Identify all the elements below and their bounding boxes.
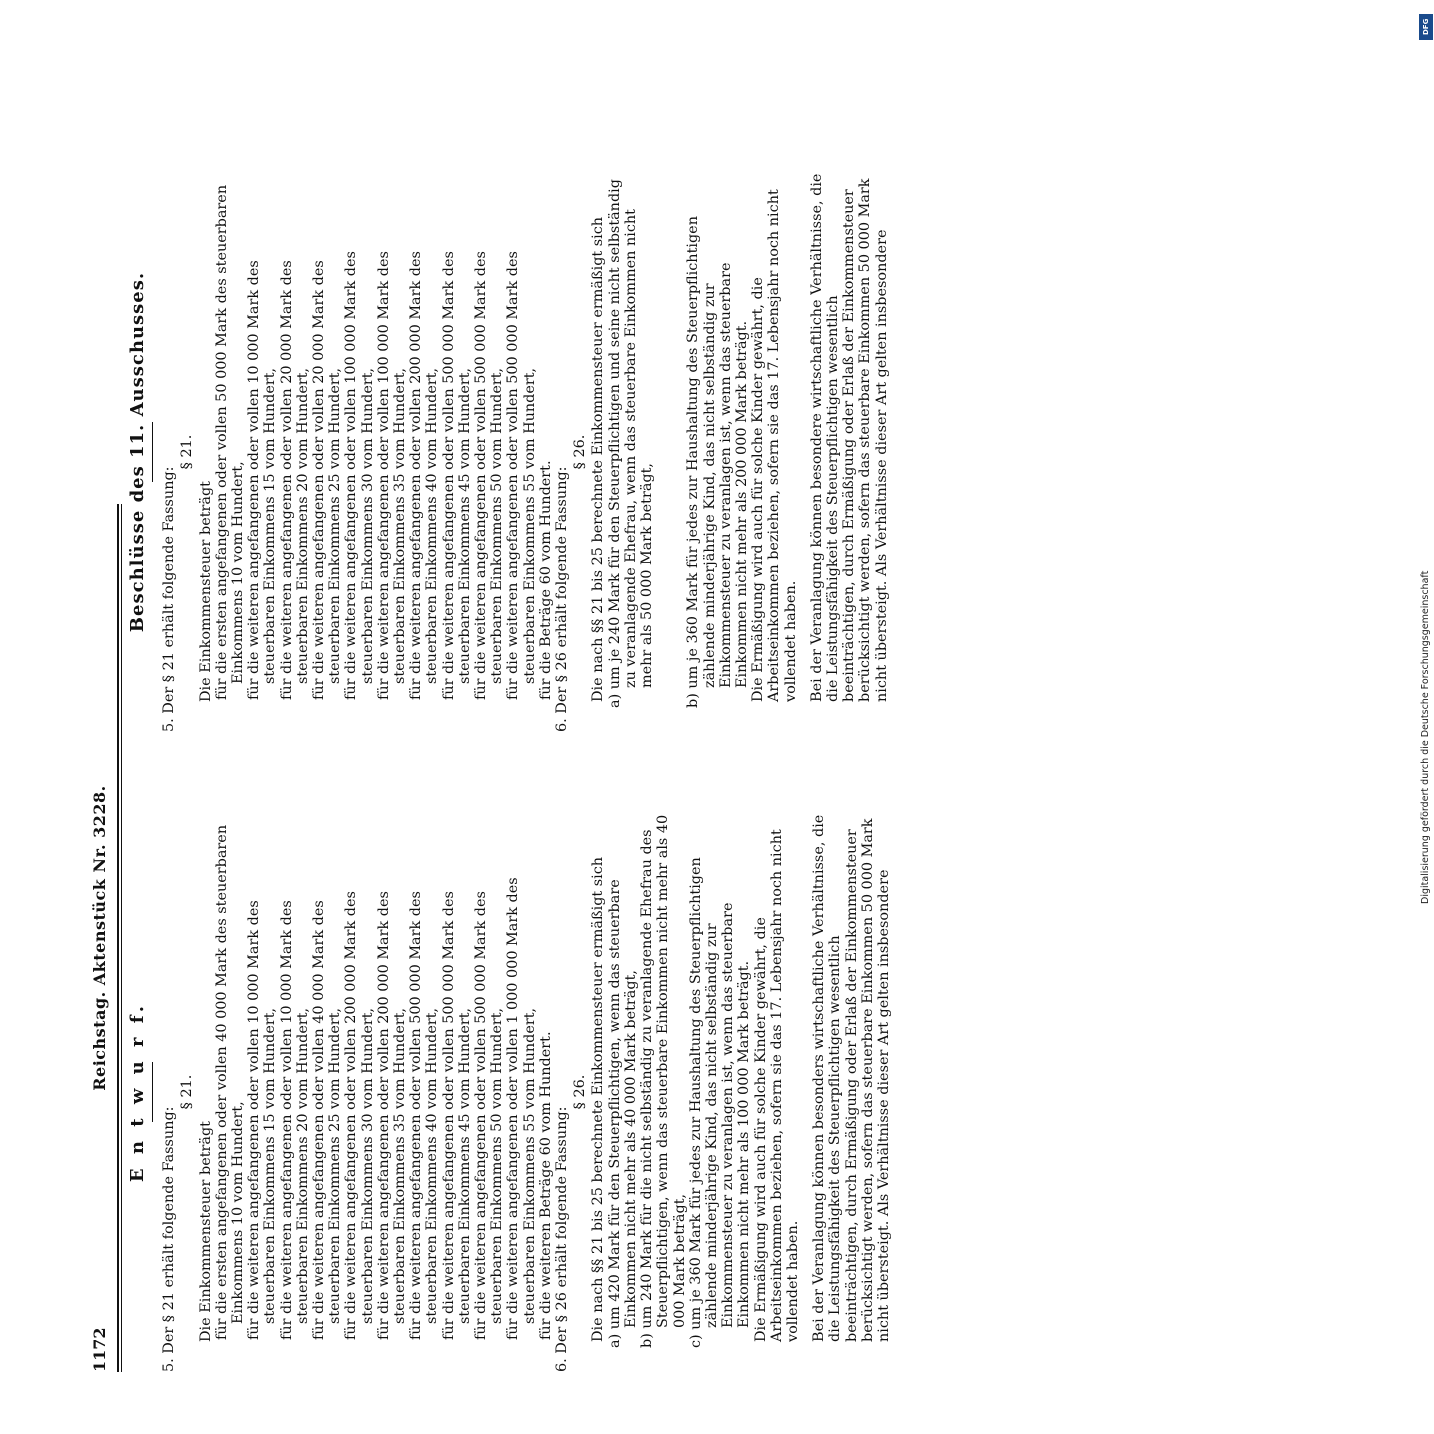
- lead-26: Die nach §§ 21 bis 25 berechnete Einkommensteuer ermäßigt sich: [590, 856, 607, 1342]
- item-6: 6. Der § 26 erhält folgende Fassung:: [554, 466, 571, 732]
- running-head: Reichstag. Aktenstück Nr. 3228.: [90, 785, 109, 1091]
- tier-2: für die weiteren angefangenen oder vollen 10 000 Mark des steuerbaren Einkommens 15 vom Hundert,: [246, 900, 279, 1340]
- column-title-draft: E n t w u r f.: [127, 1001, 148, 1183]
- item-5: 5. Der § 21 erhält folgende Fassung:: [161, 466, 178, 732]
- item-6: 6. Der § 26 erhält folgende Fassung:: [554, 1106, 571, 1372]
- document-page: [90, 173, 1342, 1372]
- clause-a: a) um 420 Mark für den Steuerpflichtigen, wenn das steuerbare Einkommen nicht mehr als 40 000 Mark beträgt,: [606, 879, 639, 1348]
- lead-21: Die Einkommensteuer beträgt: [197, 1121, 214, 1342]
- tier-3: für die weiteren angefangenen oder vollen 20 000 Mark des steuerbaren Einkommens 20 vom Hundert,: [278, 260, 311, 700]
- clause-b: b) um 240 Mark für die nicht selbständig zu veranlagende Ehefrau des Steuerpflichtigen, wenn das steuerbare Einkommen nicht mehr als 40 000 Mark beträgt,: [639, 814, 688, 1348]
- column-committee: [127, 172, 890, 732]
- clause-b: b) um je 360 Mark für jedes zur Haushaltung des Steuerpflichtigen zählende minderjährige Kind, das nicht selbständig zur Einkommensteuer zu veranlagen ist, wenn das steuerbare Einkommen nicht mehr als 200 000 Mark beträgt.: [685, 216, 750, 708]
- tier-2: für die weiteren angefangenen oder vollen 10 000 Mark des steuerbaren Einkommens 15 vom Hundert,: [246, 260, 279, 700]
- title-rule: [152, 422, 153, 482]
- page-header: [92, 504, 114, 1372]
- tier-1: für die ersten angefangenen oder vollen 50 000 Mark des steuerbaren Einkommens 10 vom Hundert,: [213, 184, 247, 700]
- tier-6: für die weiteren angefangenen oder vollen 100 000 Mark des steuerbaren Einkommens 35 vom Hundert,: [375, 251, 409, 700]
- paragraph-assessment: Bei der Veranlagung können besonders wirtschaftliche Verhältnisse, die die Leistungsfähigkeit des Steuerpflichtigen wesentlich beeinträchtigen, durch Ermäßigung oder Erlaß der Einkommensteuer berücksichtigt werden, sofern das steuerbare Einkommen 50 000 Mark nicht übersteigt. Als Verhältnisse dieser Art gelten insbesondere: [811, 814, 892, 1342]
- clause-c: c) um je 360 Mark für jedes zur Haushaltung des Steuerpflichtigen zählende minderjährige Kind, das nicht selbständig zur Einkommensteuer zu veranlagen ist, wenn das steuerbare Einkommen nicht mehr als 100 000 Mark beträgt.: [687, 857, 753, 1348]
- tier-9: für die weiteren angefangenen oder vollen 500 000 Mark des steuerbaren Einkommens 50 vom Hundert,: [473, 251, 506, 700]
- paragraph-children: Die Ermäßigung wird auch für solche Kinder gewährt, die Arbeitseinkommen beziehen, sofern sie das 17. Lebensjahr noch nicht vollendet haben.: [752, 829, 801, 1342]
- tier-7: für die weiteren angefangenen oder vollen 500 000 Mark des steuerbaren Einkommens 40 vom Hundert,: [408, 891, 441, 1340]
- tier-5: für die weiteren angefangenen oder vollen 200 000 Mark des steuerbaren Einkommens 30 vom Hundert,: [343, 891, 376, 1340]
- header-rule: [117, 504, 119, 1372]
- paragraph-assessment: Bei der Veranlagung können besondere wirtschaftliche Verhältnisse, die die Leistungsfähigkeit des Steuerpflichtigen wesentlich beeinträchtigen, durch Ermäßigung oder Erlaß der Einkommensteuer berücksichtigt werden, sofern das steuerbare Einkommen 50 000 Mark nicht übersteigt. Als Verhältnisse dieser Art gelten insbesondere: [808, 173, 890, 702]
- tier-8: für die weiteren angefangenen oder vollen 500 000 Mark des steuerbaren Einkommens 45 vom Hundert,: [440, 251, 473, 700]
- dfg-notice-text: Digitalisierung gefördert durch die Deutsche Forschungsgemeinschaft: [1420, 570, 1431, 904]
- header-rule-thin: [121, 504, 122, 1372]
- tier-10: für die weiteren angefangenen oder vollen 500 000 Mark des steuerbaren Einkommens 55 vom Hundert,: [505, 251, 538, 700]
- section-21: § 21.: [179, 434, 196, 470]
- page-number: 1172: [90, 1327, 109, 1372]
- tier-3: für die weiteren angefangenen oder vollen 10 000 Mark des steuerbaren Einkommens 20 vom Hundert,: [278, 900, 311, 1340]
- tier-5: für die weiteren angefangenen oder vollen 100 000 Mark des steuerbaren Einkommens 30 vom Hundert,: [343, 251, 376, 700]
- tier-1: für die ersten angefangenen oder vollen 40 000 Mark des steuerbaren Einkommens 10 vom Hundert,: [213, 824, 247, 1340]
- clause-a: a) um je 240 Mark für den Steuerpflichtigen und seine nicht selbständig zu veranlagende Ehefrau, wenn das steuerbare Einkommen nicht mehr als 50 000 Mark beträgt,: [606, 179, 656, 708]
- paragraph-children: Die Ermäßigung wird auch für solche Kinder gewährt, die Arbeitseinkommen beziehen, sofern sie das 17. Lebensjahr noch nicht vollendet haben.: [750, 189, 799, 702]
- column-draft: [127, 812, 892, 1372]
- tier-8: für die weiteren angefangenen oder vollen 500 000 Mark des steuerbaren Einkommens 45 vom Hundert,: [440, 891, 473, 1340]
- tier-10: für die weiteren angefangenen oder vollen 1 000 000 Mark des steuerbaren Einkommens 55 vom Hundert,: [505, 877, 538, 1340]
- section-21: § 21.: [179, 1074, 196, 1110]
- dfg-logo: DFG: [1419, 14, 1433, 40]
- lead-26: Die nach §§ 21 bis 25 berechnete Einkommensteuer ermäßigt sich: [590, 216, 607, 702]
- tier-9: für die weiteren angefangenen oder vollen 500 000 Mark des steuerbaren Einkommens 50 vom Hundert,: [473, 891, 506, 1340]
- tier-11: für die weiteren Beträge 60 vom Hundert.: [537, 1031, 554, 1340]
- tier-7: für die weiteren angefangenen oder vollen 200 000 Mark des steuerbaren Einkommens 40 vom Hundert,: [408, 251, 441, 700]
- item-5: 5. Der § 21 erhält folgende Fassung:: [161, 1106, 178, 1372]
- lead-21: Die Einkommensteuer beträgt: [197, 481, 214, 702]
- title-rule: [152, 1062, 153, 1122]
- column-title-committee: Beschlüsse des 11. Ausschusses.: [127, 271, 148, 633]
- digitization-notice: [1418, 14, 1434, 904]
- tier-4: für die weiteren angefangenen oder vollen 40 000 Mark des steuerbaren Einkommens 25 vom Hundert,: [311, 900, 344, 1340]
- tier-4: für die weiteren angefangenen oder vollen 20 000 Mark des steuerbaren Einkommens 25 vom Hundert,: [311, 260, 344, 700]
- tier-11: für die Beträge 60 vom Hundert.: [537, 460, 554, 700]
- section-26: § 26.: [572, 1074, 589, 1110]
- section-26: § 26.: [572, 434, 589, 470]
- tier-6: für die weiteren angefangenen oder vollen 200 000 Mark des steuerbaren Einkommens 35 vom Hundert,: [375, 891, 409, 1340]
